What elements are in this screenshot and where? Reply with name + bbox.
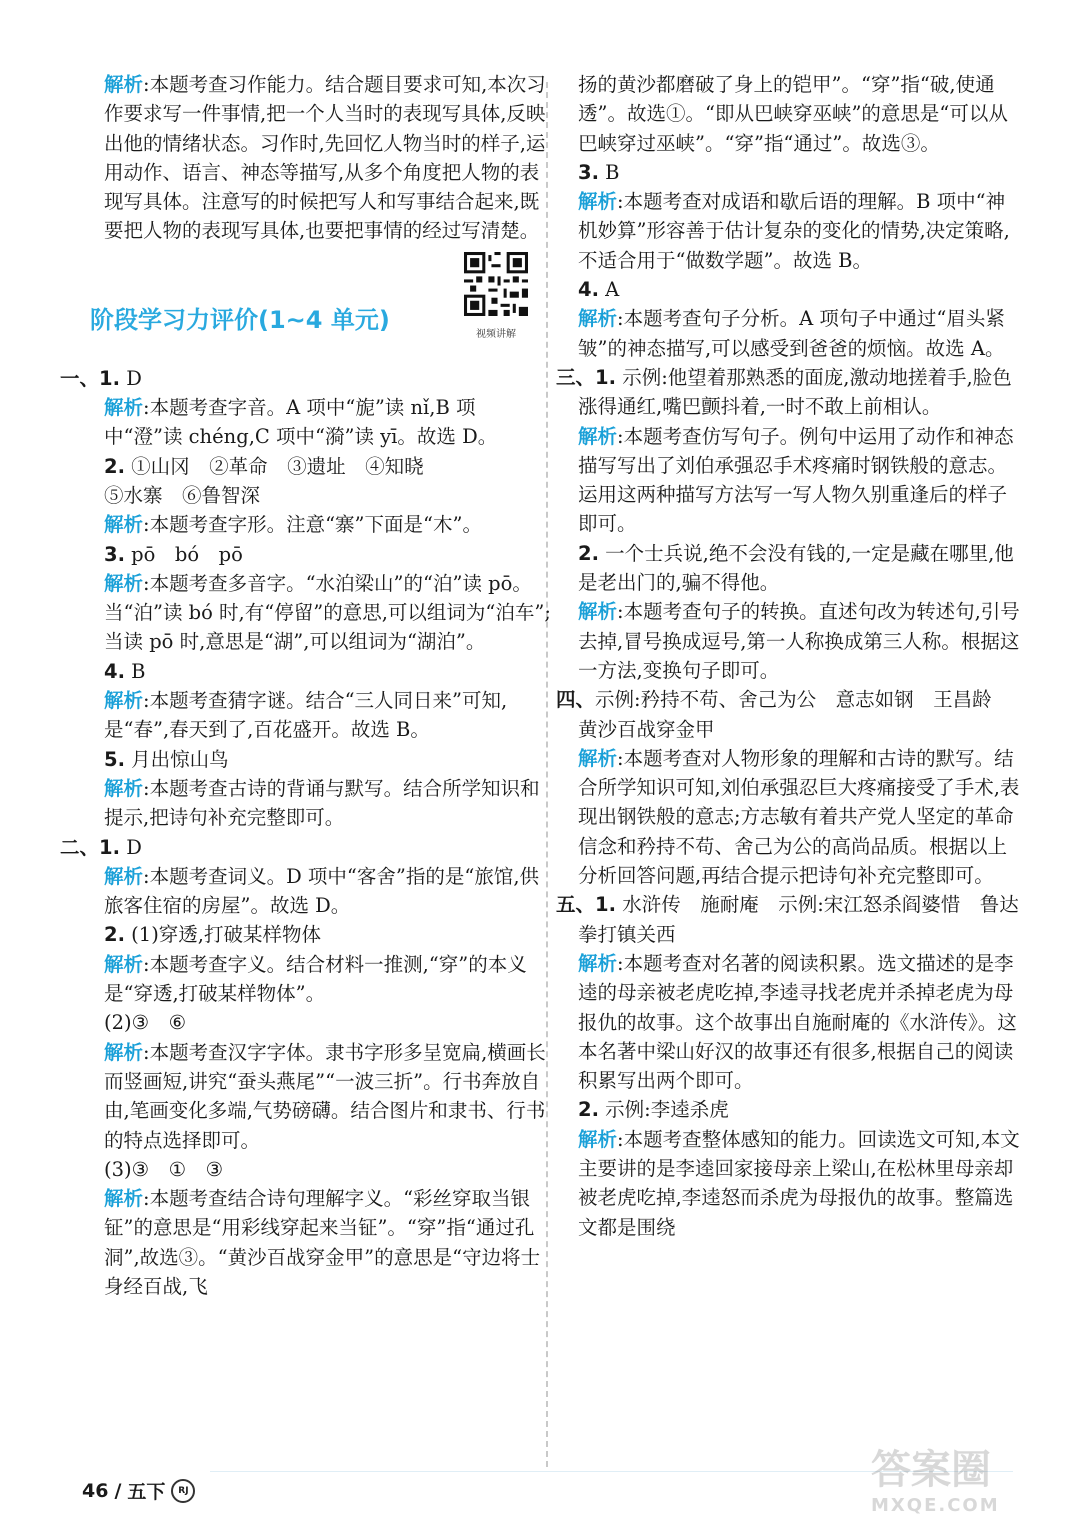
s2-q3-answer: 3. B xyxy=(578,160,620,184)
s2-q2c-explanation: 解析:本题考查结合诗句理解字义。“彩丝穿取当银钲”的意思是“用彩线穿起来当钲”。“穿”指“通过孔洞”,故选③。“黄沙百战穿金甲”的意思是“守边将士身经百战,飞 xyxy=(104,1187,541,1298)
s1-q1-explanation: 解析:本题考查字音。A 项中“旎”读 nǐ,B 项中“澄”读 chéng,C 项中“漪”读 yī。故选 D。 xyxy=(104,396,498,449)
s1-q4-explanation: 解析:本题考查猜字谜。结合“三人同日来”可知,是“春”,春天到了,百花盛开。故选 B。 xyxy=(104,689,508,742)
s2-q4-answer: 4. A xyxy=(578,278,620,302)
s3-q2-answer: 2. 一个士兵说,绝不会没有钱的,一定是藏在哪里,他是老出门的,骗不得他。 xyxy=(578,541,1014,595)
s1-q2-answer: 2. ①山冈 ②革命 ③遗址 ④知晓 xyxy=(104,454,424,478)
s1-q5-answer: 5. 月出惊山鸟 xyxy=(104,747,229,771)
qr-caption: 视频讲解 xyxy=(476,329,516,341)
s1-q3-explanation: 解析:本题考查多音字。“水泊梁山”的“泊”读 pō。当“泊”读 bó 时,有“停留”的意思,可以组词为“泊车”;当读 pō 时,意思是“湖”,可以组词为“湖泊”。 xyxy=(104,571,551,654)
s2-q2a-explanation: 解析:本题考查字义。结合材料一推测,“穿”的本义是“穿透,打破某样物体”。 xyxy=(104,952,527,1006)
s1-q2-explanation: 解析:本题考查字形。注意“寨”下面是“木”。 xyxy=(104,513,482,537)
page-number: 46 xyxy=(82,1479,109,1502)
s1-q5-explanation: 解析:本题考查古诗的背诵与默写。结合所学知识和提示,把诗句补充完整即可。 xyxy=(104,776,540,830)
s1-q3-answer: 3. pō bó pō xyxy=(104,542,243,566)
watermark-cn: 答案圈 xyxy=(871,1447,991,1493)
s2-q4-explanation: 解析:本题考查句子分析。A 项句子中通过“眉头紧皱”的神态描写,可以感受到爸爸的烦恼。故选 A。 xyxy=(578,307,1005,360)
s2-q2a-answer: 2. (1)穿透,打破某样物体 xyxy=(104,923,322,947)
s2-q3-explanation: 解析:本题考查对成语和歇后语的理解。B 项中“神机妙算”形容善于估计复杂的变化的情势,决定策略,不适合用于“做数学题”。故选 B。 xyxy=(578,190,1010,272)
s3-q1-explanation: 解析:本题考查仿写句子。例句中运用了动作和神态描写写出了刘伯承强忍手术疼痛时钢铁般的意志。运用这两种描写方法写一写人物久别重逢后的样子即可。 xyxy=(578,424,1014,536)
s2-q2b-answer: (2)③ ⑥ xyxy=(104,1011,187,1035)
watermark-logo xyxy=(871,1438,1041,1518)
s2-q1-explanation: 解析:本题考查词义。D 项中“客舍”指的是“旅馆,供旅客住宿的房屋”。故选 D。 xyxy=(104,864,540,918)
s5-q2-explanation: 解析:本题考查整体感知的能力。回读选文可知,本文主要讲的是李逵回家接母亲上梁山,在松林里母亲却被老虎吃掉,李逵怒而杀虎为母报仇的故事。整篇选文都是围绕 xyxy=(578,1127,1020,1239)
footer-separator: / xyxy=(114,1479,122,1502)
s3-q2-explanation: 解析:本题考查句子的转换。直述句改为转述句,引号去掉,冒号换成逗号,第一人称换成第三人称。根据这一方法,变换句子即可。 xyxy=(578,600,1020,682)
s5-q1-explanation: 解析:本题考查对名著的阅读积累。选文描述的是李逵的母亲被老虎吃掉,李逵寻找老虎并杀掉老虎为母报仇的故事。这个故事出自施耐庵的《水浒传》。这本名著中梁山好汉的故事还有很多,根据自己的阅读积累写出两个即可。 xyxy=(578,951,1017,1093)
s4-explanation: 解析:本题考查对人物形象的理解和古诗的默写。结合所学知识可知,刘伯承强忍巨大疼痛接受了手术,表现出钢铁般的意志;方志敏有着共产党人坚定的革命信念和矜持不苟、舍己为公的高尚品质。根据以上分析回答问题,再结合提示把诗句补充完整即可。 xyxy=(578,746,1020,888)
right-column xyxy=(556,70,1024,1242)
section-title-block xyxy=(82,270,552,350)
s4-answer: 四、示例:矜持不苟、舍己为公 意志如钢 王昌龄 黄沙百战穿金甲 xyxy=(556,688,1012,741)
section-title: 阶段学习力评价(1~4 单元) xyxy=(90,306,390,335)
qr-code-icon[interactable] xyxy=(464,252,528,316)
s2-q2b-explanation: 解析:本题考查汉字字体。隶书字形多呈宽扁,横画长而竖画短,讲究“蚕头燕尾”“一波三折”。行书奔放自由,笔画变化多端,气势磅礴。结合图片和隶书、行书的特点选择即可。 xyxy=(104,1040,546,1152)
left-column xyxy=(60,70,552,1301)
watermark-en: MXQE.COM xyxy=(871,1495,1000,1516)
s5-q1-answer: 五、1. 水浒传 施耐庵 示例:宋江怒杀阎婆惜 鲁达拳打镇关西 xyxy=(556,893,1019,946)
s2-q2c-answer: (3)③ ① ③ xyxy=(104,1157,224,1181)
intro-explanation: 解析:本题考查习作能力。结合题目要求可知,本次习作要求写一件事情,把一个人当时的表现写具体,反映出他的情绪状态。习作时,先回忆人物当时的样子,运用动作、语言、神态等描写,从多个角度把人物的表现写具体。注意写的时候把写人和写事结合起来,既要把人物的表现写具体,也要把事情的经过写清楚。 xyxy=(104,73,546,243)
grade-label: 五下 xyxy=(127,1481,166,1503)
s1-q1-answer: 一、1. D xyxy=(60,366,142,390)
qr-code-block[interactable] xyxy=(464,252,528,349)
s5-q2-answer: 2. 示例:李逵杀虎 xyxy=(578,1098,729,1122)
explanation-label: 解析 xyxy=(104,73,144,96)
page-footer xyxy=(82,1477,195,1504)
continued-explanation: 扬的黄沙都磨破了身上的铠甲”。“穿”指“破,使通透”。故选①。“即从巴峡穿巫峡”的意思是“可以从巴峡穿过巫峡”。“穿”指“通过”。故选③。 xyxy=(578,73,1008,155)
s3-q1-answer: 三、1. 示例:他望着那熟悉的面庞,激动地搓着手,脸色涨得通红,嘴巴颤抖着,一时不敢上前相认。 xyxy=(556,365,1012,419)
s2-q1-answer: 二、1. D xyxy=(60,835,142,859)
s1-q4-answer: 4. B xyxy=(104,659,146,683)
s1-q2-answer-line2: ⑤水寨 ⑥鲁智深 xyxy=(104,483,261,507)
edition-badge-icon: RJ xyxy=(171,1479,195,1503)
